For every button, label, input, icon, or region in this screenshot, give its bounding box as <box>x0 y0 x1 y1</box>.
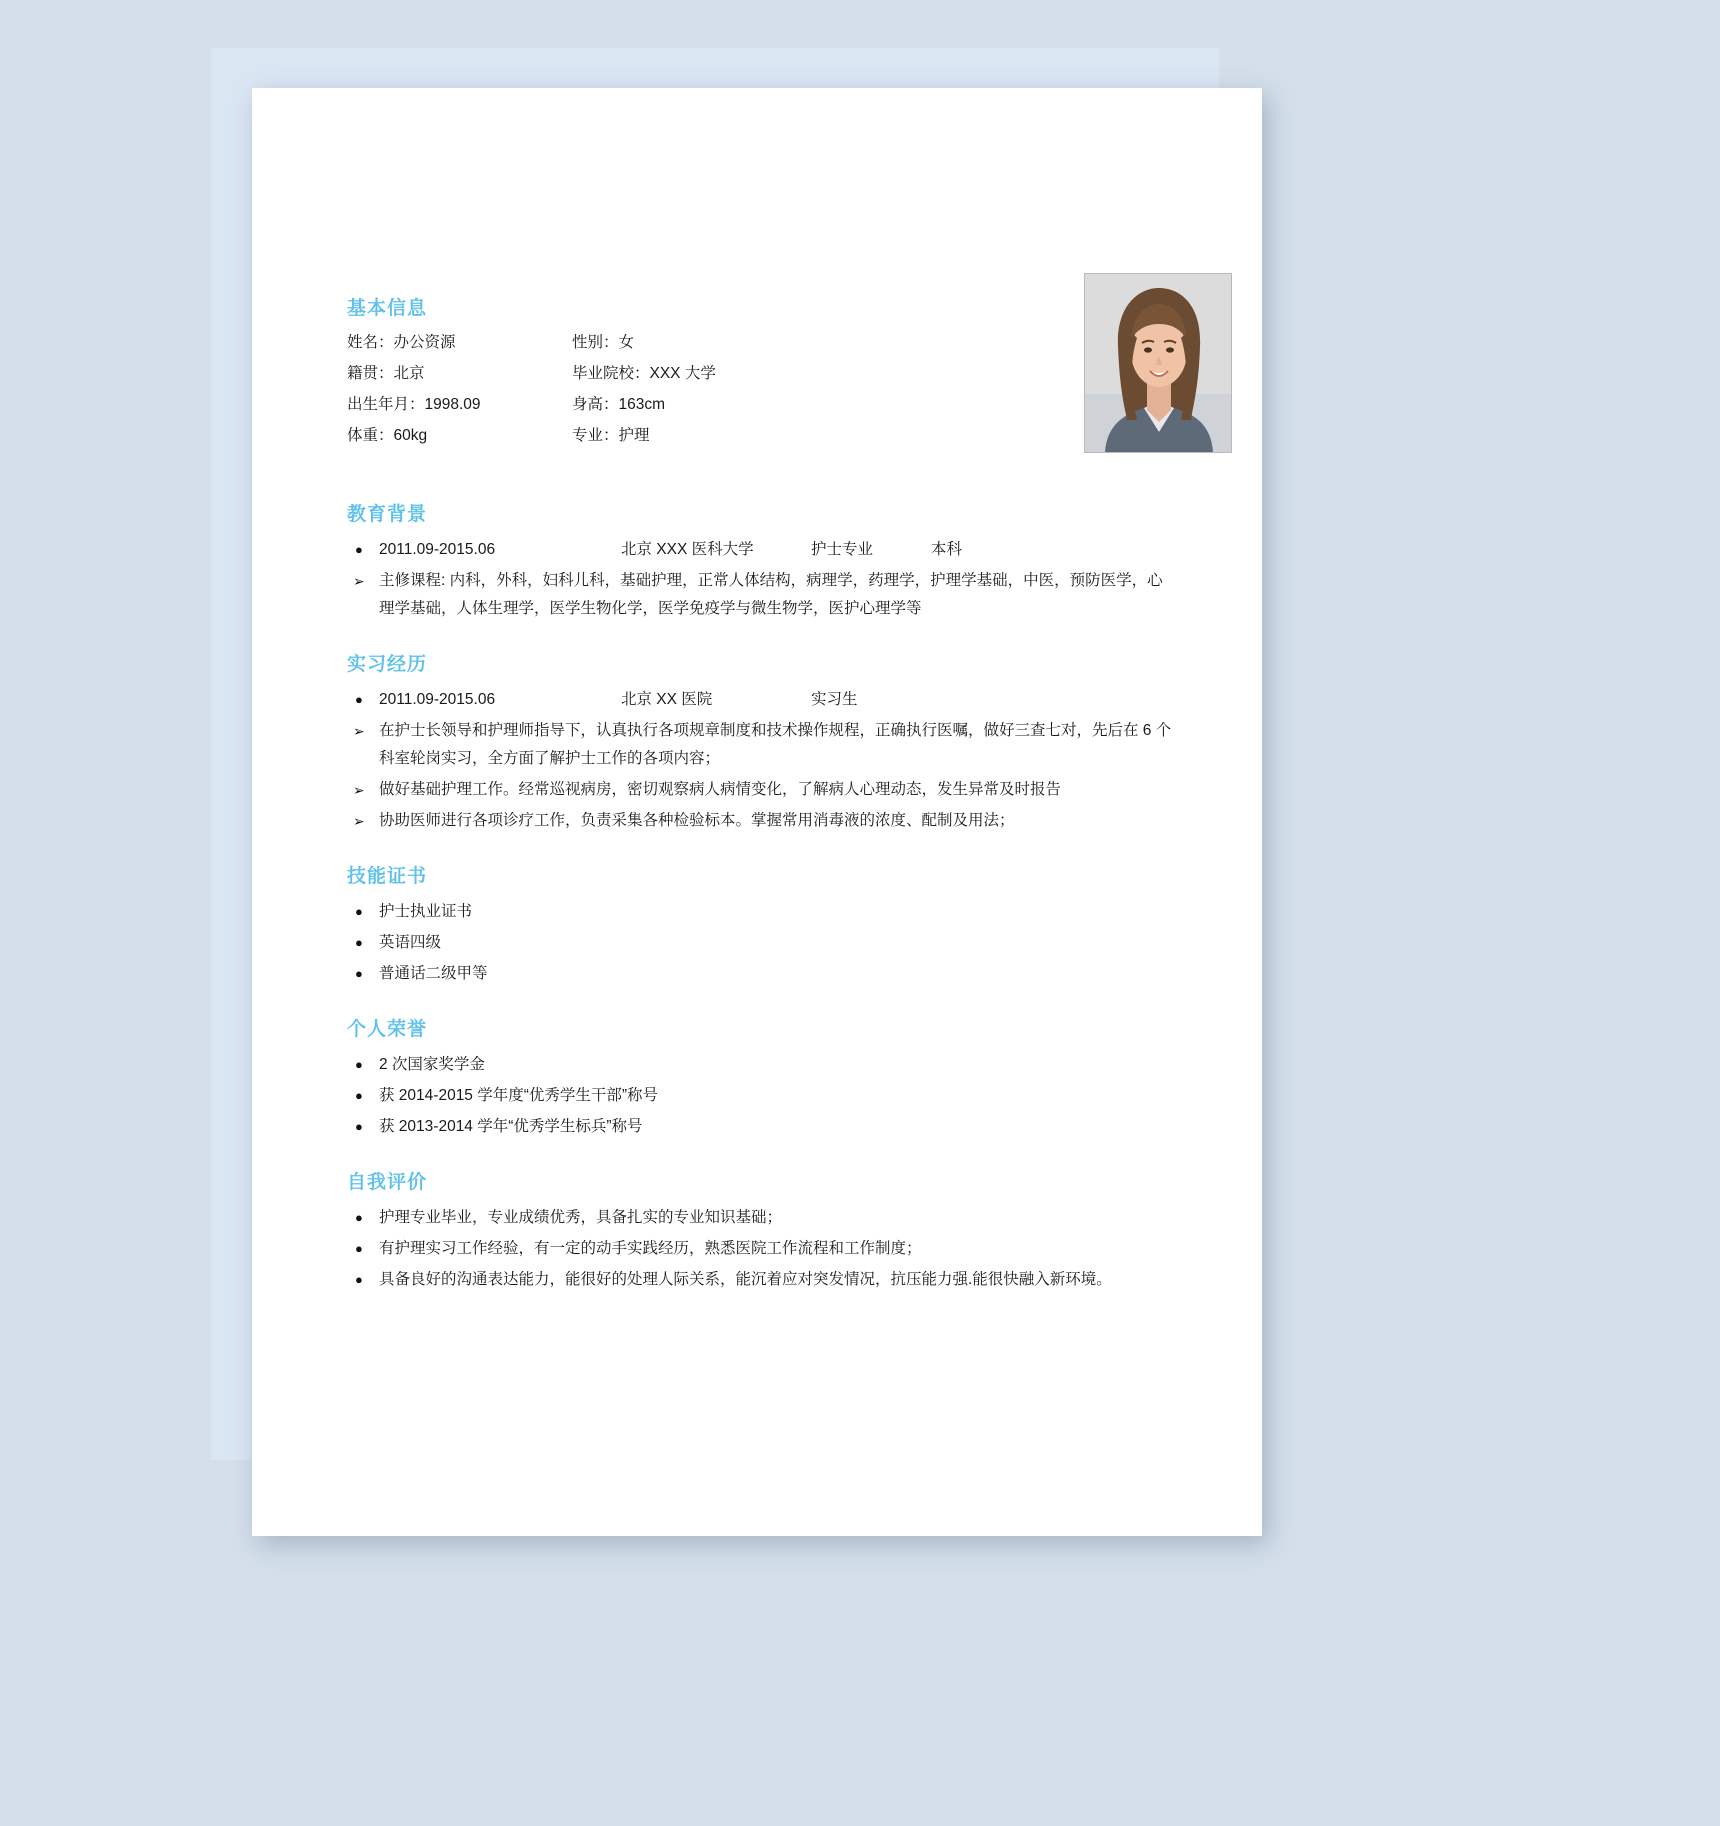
internship-org: 北京 XX 医院 <box>621 691 713 708</box>
self-evaluation-text: 护理专业毕业，专业成绩优秀，具备扎实的专业知识基础； <box>379 1209 783 1226</box>
list-item <box>347 1204 1177 1232</box>
arrow-icon: ➢ <box>353 813 365 829</box>
basic-field-school: 毕业院校：XXX 大学 <box>572 365 716 382</box>
basic-field-weight: 体重：60kg <box>347 427 428 444</box>
list-item <box>347 1051 1177 1079</box>
bullet-icon: ● <box>355 1210 363 1225</box>
internship-duty <box>347 807 1177 835</box>
basic-field-major: 专业：护理 <box>572 427 650 444</box>
education-courses-text: 主修课程: 内科，外科，妇科儿科，基础护理，正常人体结构，病理学，药理学，护理学基础，中医，预防医学，心理学基础，人体生理学，医学生物化学，医学免疫学与微生物学，医护心理学等 <box>379 572 1163 617</box>
internship-date: 2011.09-2015.06 <box>379 691 496 708</box>
list-item <box>347 1082 1177 1110</box>
bullet-icon: ● <box>355 1272 363 1287</box>
honors-list <box>347 1051 1177 1141</box>
arrow-icon: ➢ <box>353 723 365 739</box>
skill-text: 英语四级 <box>379 934 442 951</box>
section-title-honors: 个人荣誉 <box>347 1019 428 1040</box>
basic-info-grid <box>347 330 907 445</box>
arrow-icon: ➢ <box>353 573 365 589</box>
bullet-icon: ● <box>355 1057 363 1072</box>
internship-list <box>347 686 1177 835</box>
internship-duty-text: 做好基础护理工作。经常巡视病房，密切观察病人病情变化，了解病人心理动态，发生异常及时报告 <box>379 781 1062 798</box>
skills-list <box>347 898 1177 988</box>
arrow-icon: ➢ <box>353 782 365 798</box>
honor-text: 2 次国家奖学金 <box>379 1056 485 1073</box>
section-skills <box>347 861 1177 988</box>
resume-content <box>347 293 1177 1320</box>
basic-field-gender: 性别：女 <box>572 334 635 351</box>
list-item <box>347 960 1177 988</box>
basic-field-name: 姓名：办公资源 <box>347 334 456 351</box>
education-degree: 本科 <box>931 541 963 558</box>
basic-field-birth: 出生年月：1998.09 <box>347 396 481 413</box>
section-internship <box>347 649 1177 835</box>
section-education <box>347 499 1177 623</box>
bullet-icon: ● <box>355 904 363 919</box>
profile-photo <box>1084 273 1232 453</box>
section-title-internship: 实习经历 <box>347 654 428 675</box>
skill-text: 护士执业证书 <box>379 903 473 920</box>
education-courses <box>347 567 1177 623</box>
section-honors <box>347 1014 1177 1141</box>
section-title-basic: 基本信息 <box>347 298 428 319</box>
section-title-self-evaluation: 自我评价 <box>347 1172 428 1193</box>
self-evaluation-text: 具备良好的沟通表达能力，能很好的处理人际关系，能沉着应对突发情况，抗压能力强.能很快融入新环境。 <box>379 1271 1112 1288</box>
education-list <box>347 536 1177 623</box>
bullet-icon: ● <box>355 1241 363 1256</box>
internship-entry <box>347 686 1177 714</box>
bullet-icon: ● <box>355 966 363 981</box>
bullet-icon: ● <box>355 542 363 557</box>
bullet-icon: ● <box>355 935 363 950</box>
list-item <box>347 1113 1177 1141</box>
basic-field-height: 身高：163cm <box>572 396 666 413</box>
bullet-icon: ● <box>355 692 363 707</box>
photo-illustration <box>1085 274 1231 452</box>
list-item <box>347 1235 1177 1263</box>
internship-duty <box>347 776 1177 804</box>
section-title-skills: 技能证书 <box>347 866 428 887</box>
list-item <box>347 898 1177 926</box>
section-title-education: 教育背景 <box>347 504 428 525</box>
internship-role: 实习生 <box>811 691 858 708</box>
self-evaluation-text: 有护理实习工作经验，有一定的动手实践经历，熟悉医院工作流程和工作制度； <box>379 1240 922 1257</box>
bullet-icon: ● <box>355 1088 363 1103</box>
list-item <box>347 929 1177 957</box>
education-major: 护士专业 <box>811 541 874 558</box>
section-self-evaluation <box>347 1167 1177 1294</box>
list-item <box>347 1266 1177 1294</box>
section-basic-info <box>347 293 1177 473</box>
honor-text: 获 2013-2014 学年“优秀学生标兵”称号 <box>379 1118 643 1135</box>
bullet-icon: ● <box>355 1119 363 1134</box>
internship-duty-text: 在护士长领导和护理师指导下，认真执行各项规章制度和技术操作规程，正确执行医嘱，做好三查七对，先后在 6 个科室轮岗实习，全方面了解护士工作的各项内容； <box>379 722 1172 767</box>
basic-field-hometown: 籍贯：北京 <box>347 365 425 382</box>
internship-duty <box>347 717 1177 773</box>
education-school: 北京 XXX 医科大学 <box>621 541 754 558</box>
resume-page <box>252 88 1262 1536</box>
honor-text: 获 2014-2015 学年度“优秀学生干部”称号 <box>379 1087 659 1104</box>
internship-duty-text: 协助医师进行各项诊疗工作，负责采集各种检验标本。掌握常用消毒液的浓度、配制及用法； <box>379 812 1015 829</box>
self-evaluation-list <box>347 1204 1177 1294</box>
skill-text: 普通话二级甲等 <box>379 965 488 982</box>
education-date: 2011.09-2015.06 <box>379 541 496 558</box>
education-entry <box>347 536 1177 564</box>
